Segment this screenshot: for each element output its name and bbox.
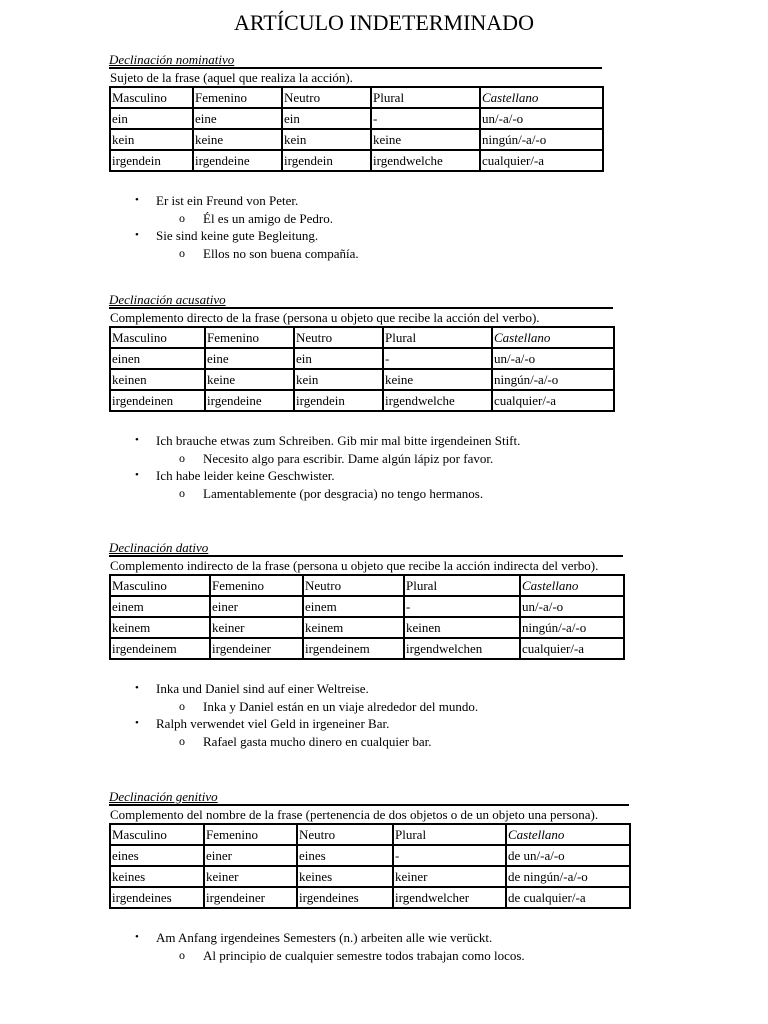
section-heading: Declinación dativo: [109, 540, 209, 555]
section-description: Complemento del nombre de la frase (pertenencia de dos objetos o de un objeto una persona).: [109, 804, 629, 823]
table-cell: eine: [205, 348, 294, 369]
table-cell: keine: [193, 129, 282, 150]
table-cell: cualquier/-a: [520, 638, 624, 659]
table-cell: un/-a/-o: [492, 348, 614, 369]
header-castellano: Castellano: [480, 87, 603, 108]
example-spanish: [109, 733, 623, 751]
table-cell: irgendeine: [205, 390, 294, 411]
table-cell: keiner: [393, 866, 506, 887]
header-femenino: Femenino: [210, 575, 303, 596]
table-cell: irgendwelcher: [393, 887, 506, 908]
table-cell: irgendein: [110, 150, 193, 171]
header-neutro: Neutro: [294, 327, 383, 348]
table-cell: keinen: [110, 369, 205, 390]
header-castellano: Castellano: [492, 327, 614, 348]
table-cell: kein: [294, 369, 383, 390]
header-femenino: Femenino: [204, 824, 297, 845]
table-cell: -: [371, 108, 480, 129]
circle-bullet-icon: o: [179, 485, 185, 500]
table-cell: kein: [282, 129, 371, 150]
table-cell: irgendeinem: [110, 638, 210, 659]
example-spanish-text: Ellos no son buena compañía.: [203, 245, 359, 261]
circle-bullet-icon: o: [179, 245, 185, 260]
declension-table: [109, 326, 615, 412]
table-cell: keiner: [204, 866, 297, 887]
example-spanish: [109, 210, 602, 228]
example-german: [109, 227, 602, 245]
bullet-icon: •: [135, 682, 139, 694]
table-cell: un/-a/-o: [480, 108, 603, 129]
examples-list: [109, 929, 629, 964]
table-row: [110, 150, 603, 171]
table-row: [110, 638, 624, 659]
table-row: [110, 866, 630, 887]
table-row: [110, 129, 603, 150]
table-cell: eine: [193, 108, 282, 129]
table-cell: keine: [383, 369, 492, 390]
header-masculino: Masculino: [110, 87, 193, 108]
bullet-icon: •: [135, 717, 139, 729]
table-cell: eines: [297, 845, 393, 866]
table-cell: de un/-a/-o: [506, 845, 630, 866]
example-german-text: Ralph verwendet viel Geld in irgeneiner Bar.: [156, 716, 390, 731]
table-cell: keinem: [303, 617, 404, 638]
circle-bullet-icon: o: [179, 698, 185, 713]
example-german-text: Am Anfang irgendeines Semesters (n.) arbeiten alle wie verückt.: [156, 930, 493, 945]
example-german: [109, 192, 602, 210]
section-heading: Declinación acusativo: [109, 292, 226, 307]
table-cell: ningún/-a/-o: [520, 617, 624, 638]
circle-bullet-icon: o: [179, 210, 185, 225]
example-spanish: [109, 698, 623, 716]
example-spanish-text: Inka y Daniel están en un viaje alrededor del mundo.: [203, 698, 479, 714]
table-cell: keine: [205, 369, 294, 390]
table-cell: keiner: [210, 617, 303, 638]
table-cell: irgendein: [294, 390, 383, 411]
examples-list: [109, 192, 602, 262]
example-spanish-text: Él es un amigo de Pedro.: [203, 210, 333, 226]
table-row: [110, 390, 614, 411]
bullet-icon: •: [135, 469, 139, 481]
table-header-row: [110, 824, 630, 845]
table-cell: cualquier/-a: [492, 390, 614, 411]
table-cell: de ningún/-a/-o: [506, 866, 630, 887]
table-cell: cualquier/-a: [480, 150, 603, 171]
header-castellano: Castellano: [506, 824, 630, 845]
table-cell: einer: [210, 596, 303, 617]
table-header-row: [110, 327, 614, 348]
example-spanish-text: Rafael gasta mucho dinero en cualquier bar.: [203, 733, 432, 749]
header-femenino: Femenino: [193, 87, 282, 108]
header-plural: Plural: [383, 327, 492, 348]
circle-bullet-icon: o: [179, 947, 185, 962]
example-spanish: [109, 450, 613, 468]
table-cell: ein: [294, 348, 383, 369]
table-cell: irgendeines: [110, 887, 204, 908]
example-german-text: Er ist ein Freund von Peter.: [156, 193, 299, 208]
table-cell: ein: [282, 108, 371, 129]
table-cell: einem: [110, 596, 210, 617]
table-row: [110, 617, 624, 638]
example-german: [109, 715, 623, 733]
header-masculino: Masculino: [110, 575, 210, 596]
circle-bullet-icon: o: [179, 450, 185, 465]
table-cell: -: [393, 845, 506, 866]
table-cell: ningún/-a/-o: [480, 129, 603, 150]
section-genitivo: [109, 789, 629, 964]
bullet-icon: •: [135, 194, 139, 206]
table-cell: -: [383, 348, 492, 369]
table-cell: keine: [371, 129, 480, 150]
examples-list: [109, 680, 623, 750]
table-row: [110, 369, 614, 390]
header-femenino: Femenino: [205, 327, 294, 348]
examples-list: [109, 432, 613, 502]
declension-table: [109, 823, 631, 909]
table-cell: kein: [110, 129, 193, 150]
header-castellano: Castellano: [520, 575, 624, 596]
example-german-text: Inka und Daniel sind auf einer Weltreise.: [156, 681, 369, 696]
table-cell: ein: [110, 108, 193, 129]
bullet-icon: •: [135, 434, 139, 446]
example-german-text: Sie sind keine gute Begleitung.: [156, 228, 319, 243]
header-neutro: Neutro: [282, 87, 371, 108]
header-masculino: Masculino: [110, 824, 204, 845]
table-cell: irgendeiner: [210, 638, 303, 659]
table-header-row: [110, 575, 624, 596]
table-cell: irgendeiner: [204, 887, 297, 908]
example-spanish: [109, 245, 602, 263]
table-row: [110, 596, 624, 617]
section-heading: Declinación genitivo: [109, 789, 218, 804]
table-row: [110, 845, 630, 866]
page-title: ARTÍCULO INDETERMINADO: [234, 10, 534, 35]
example-german-text: Ich brauche etwas zum Schreiben. Gib mir mal bitte irgendeinen Stift.: [156, 433, 521, 448]
table-cell: irgendwelchen: [404, 638, 520, 659]
section-description: Sujeto de la frase (aquel que realiza la acción).: [109, 67, 602, 86]
table-cell: einen: [110, 348, 205, 369]
example-german: [109, 467, 613, 485]
table-cell: einem: [303, 596, 404, 617]
table-cell: de cualquier/-a: [506, 887, 630, 908]
bullet-icon: •: [135, 931, 139, 943]
table-cell: keinen: [404, 617, 520, 638]
example-spanish-text: Necesito algo para escribir. Dame algún lápiz por favor.: [203, 450, 494, 466]
section-heading: Declinación nominativo: [109, 52, 235, 67]
table-row: [110, 887, 630, 908]
example-german: [109, 929, 629, 947]
table-cell: irgendeinen: [110, 390, 205, 411]
header-plural: Plural: [371, 87, 480, 108]
bullet-icon: •: [135, 229, 139, 241]
example-german-text: Ich habe leider keine Geschwister.: [156, 468, 335, 483]
table-cell: ningún/-a/-o: [492, 369, 614, 390]
table-cell: irgendein: [282, 150, 371, 171]
section-description: Complemento indirecto de la frase (persona u objeto que recibe la acción indirecta del verbo).: [109, 555, 623, 574]
section-nominativo: [109, 52, 602, 262]
table-cell: irgendwelche: [371, 150, 480, 171]
table-header-row: [110, 87, 603, 108]
table-cell: eines: [110, 845, 204, 866]
section-acusativo: [109, 292, 613, 502]
table-cell: keines: [110, 866, 204, 887]
table-row: [110, 108, 603, 129]
header-plural: Plural: [393, 824, 506, 845]
table-cell: einer: [204, 845, 297, 866]
table-cell: irgendeinem: [303, 638, 404, 659]
declension-table: [109, 574, 625, 660]
example-german: [109, 432, 613, 450]
table-cell: irgendeine: [193, 150, 282, 171]
table-cell: keinem: [110, 617, 210, 638]
header-masculino: Masculino: [110, 327, 205, 348]
section-description: Complemento directo de la frase (persona u objeto que recibe la acción del verbo).: [109, 307, 613, 326]
example-spanish-text: Lamentablemente (por desgracia) no tengo hermanos.: [203, 485, 484, 501]
table-cell: irgendwelche: [383, 390, 492, 411]
section-dativo: [109, 540, 623, 750]
circle-bullet-icon: o: [179, 733, 185, 748]
table-cell: keines: [297, 866, 393, 887]
header-plural: Plural: [404, 575, 520, 596]
table-cell: -: [404, 596, 520, 617]
header-neutro: Neutro: [303, 575, 404, 596]
header-neutro: Neutro: [297, 824, 393, 845]
table-cell: irgendeines: [297, 887, 393, 908]
example-spanish: [109, 485, 613, 503]
table-row: [110, 348, 614, 369]
example-german: [109, 680, 623, 698]
table-cell: un/-a/-o: [520, 596, 624, 617]
example-spanish-text: Al principio de cualquier semestre todos trabajan como locos.: [203, 947, 525, 963]
declension-table: [109, 86, 604, 172]
example-spanish: [109, 947, 629, 965]
